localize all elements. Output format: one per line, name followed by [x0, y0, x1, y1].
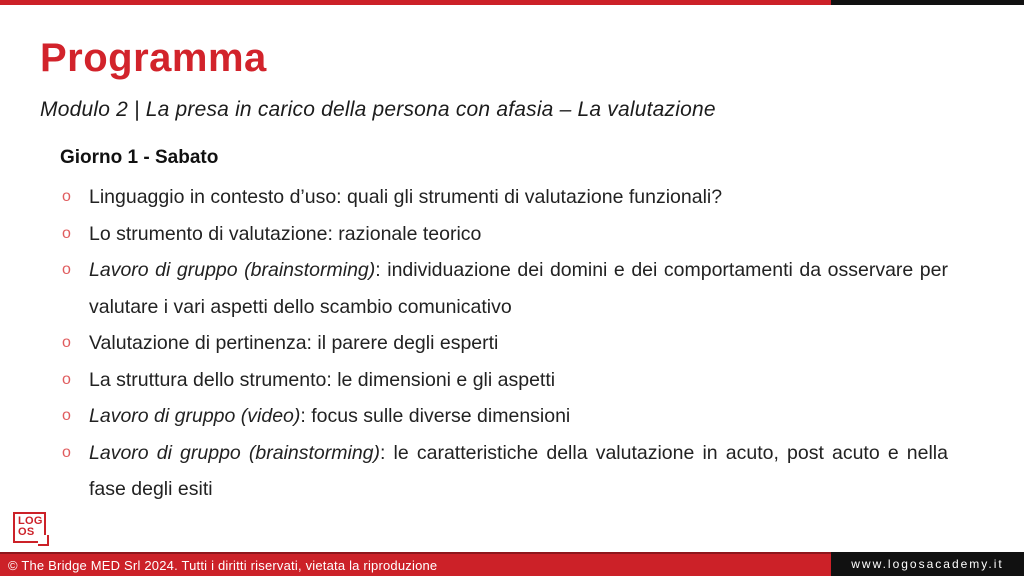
bullet-text-segment: Lavoro di gruppo (brainstorming) [89, 441, 381, 464]
bullet-text-segment: : le caratteristiche della valutazione in acuto, post acuto e nella fase degli esiti [89, 441, 948, 500]
bullet-text-segment: Linguaggio in contesto d’uso: quali gli strumenti di valutazione funzionali? [89, 186, 723, 208]
footer-red-segment [0, 552, 831, 576]
copyright-text: © The Bridge MED Srl 2024. Tutti i diritti riservati, vietata la riproduzione [8, 557, 438, 573]
bullet-text-segment: Lavoro di gruppo (video) [89, 405, 301, 427]
bullet-text-segment: : focus sulle diverse dimensioni [300, 405, 571, 427]
slide-subtitle: Modulo 2 | La presa in carico della persona con afasia – La valutazione [40, 98, 716, 121]
list-item [62, 398, 948, 435]
top-bar-black-segment [831, 0, 1024, 5]
bullet-text-segment: La struttura dello strumento: le dimensioni e gli aspetti [89, 368, 556, 391]
bullet-icon: o [62, 334, 71, 351]
bullet-icon: o [62, 370, 71, 388]
footer-black-segment [831, 552, 1024, 576]
website-link[interactable]: www.logosacademy.it [851, 557, 1004, 571]
logo-line2: OS [18, 526, 35, 538]
logo-line1: LOG [18, 515, 43, 527]
list-item [62, 435, 948, 508]
list-item [62, 216, 948, 253]
logos-logo [13, 512, 46, 543]
footer-bar [0, 552, 1024, 576]
bullet-text-segment: Lavoro di gruppo (brainstorming) [89, 259, 376, 281]
bullet-icon: o [62, 188, 71, 205]
section-heading: Giorno 1 - Sabato [60, 147, 219, 168]
bullet-icon: o [62, 407, 71, 424]
list-item [62, 179, 948, 216]
bullet-text-segment: : individuazione dei domini e dei comportamenti da osservare per valutare i vari aspetti dello scambio comunicativo [89, 259, 948, 318]
list-item [62, 362, 948, 399]
top-accent-bar [0, 0, 1024, 5]
logo-text [15, 514, 44, 538]
slide-content [40, 36, 964, 508]
top-bar-red-segment [0, 0, 831, 5]
bullet-list [40, 179, 948, 508]
bullet-icon: o [62, 261, 71, 278]
page-title: Programma [40, 36, 267, 80]
list-item [62, 252, 948, 325]
bullet-text-segment: Valutazione di pertinenza: il parere degli esperti [89, 332, 499, 354]
list-item [62, 325, 948, 362]
bullet-icon: o [62, 443, 71, 461]
bullet-icon: o [62, 224, 71, 242]
bullet-text-segment: Lo strumento di valutazione: razionale teorico [89, 222, 482, 245]
